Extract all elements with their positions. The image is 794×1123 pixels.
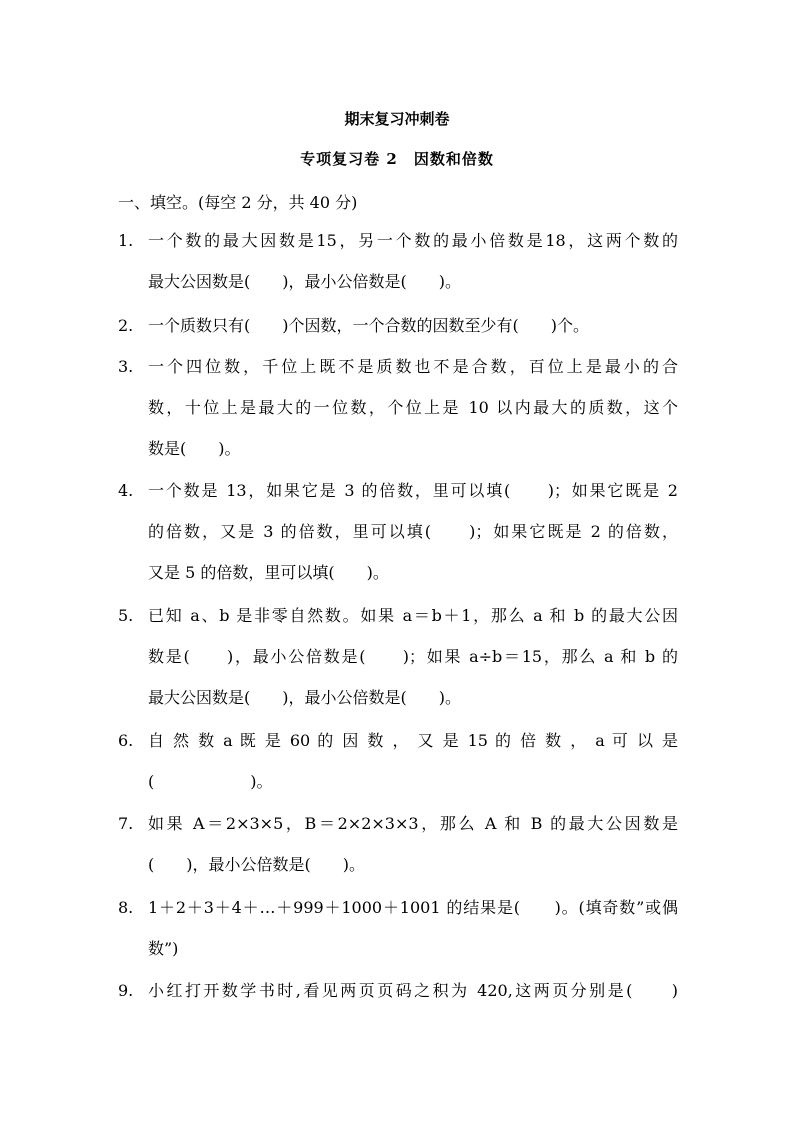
- question-number: 9.: [118, 981, 134, 1000]
- question-line: ( )。: [148, 772, 273, 791]
- question-1: [118, 220, 678, 302]
- question-line: 1＋2＋3＋4＋…＋999＋1000＋1001 的结果是( )。(填奇数”或偶: [148, 898, 678, 917]
- question-7: [118, 803, 678, 885]
- page-title: 期末复习冲刺卷: [344, 110, 450, 128]
- question-number: 3.: [118, 357, 134, 376]
- question-6: [118, 720, 678, 802]
- question-line: 又是 5 的倍数，里可以填( )。: [148, 563, 389, 582]
- question-number: 5.: [118, 606, 134, 625]
- question-line: 一个数的最大因数是15，另一个数的最小倍数是18，这两个数的: [148, 231, 678, 250]
- section-heading: 一、填空。(每空 2 分，共 40 分): [118, 193, 358, 212]
- page-subtitle: 专项复习卷 2 因数和倍数: [300, 150, 494, 168]
- question-5: [118, 595, 678, 718]
- question-2: [118, 305, 678, 346]
- question-line: 一个四位数，千位上既不是质数也不是合数，百位上是最小的合: [148, 357, 678, 376]
- question-number: 4.: [118, 481, 134, 500]
- question-number: 8.: [118, 898, 134, 917]
- question-number: 1.: [118, 231, 134, 250]
- question-line: ( )，最小公倍数是( )。: [148, 855, 365, 874]
- question-line: 数是( )。: [148, 439, 241, 458]
- question-line: 如果 A＝2×3×5，B＝2×2×3×3，那么 A 和 B 的最大公因数是: [148, 814, 678, 833]
- question-line: 一个数是 13，如果它是 3 的倍数，里可以填( )；如果它既是 2: [148, 481, 678, 500]
- question-number: 6.: [118, 731, 134, 750]
- question-line: 最大公因数是( )，最小公倍数是( )。: [148, 688, 461, 707]
- question-line: 自 然 数 a 既 是 60 的 因 数 ， 又 是 15 的 倍 数 ， a 可 以 是: [148, 731, 678, 750]
- question-8: [118, 887, 678, 969]
- question-line: 已知 a、b 是非零自然数。如果 a＝b＋1，那么 a 和 b 的最大公因: [148, 606, 678, 625]
- question-9: [118, 970, 678, 1011]
- question-line: 数，十位上是最大的一位数，个位上是 10 以内最大的质数，这个: [148, 398, 678, 417]
- question-number: 7.: [118, 814, 134, 833]
- question-line: 数是( )，最小公倍数是( )；如果 a÷b＝15，那么 a 和 b 的: [148, 647, 678, 666]
- question-line: 小红打开数学书时,看见两页页码之积为 420,这两页分别是( ): [148, 981, 678, 1000]
- question-3: [118, 346, 678, 469]
- question-4: [118, 470, 678, 593]
- question-line: 数”): [148, 939, 179, 958]
- question-line: 的倍数，又是 3 的倍数，里可以填( )；如果它既是 2 的倍数，: [148, 522, 678, 541]
- question-number: 2.: [118, 316, 134, 335]
- question-line: 最大公因数是( )，最小公倍数是( )。: [148, 272, 461, 291]
- question-line: 一个质数只有( )个因数，一个合数的因数至少有( )个。: [148, 316, 589, 335]
